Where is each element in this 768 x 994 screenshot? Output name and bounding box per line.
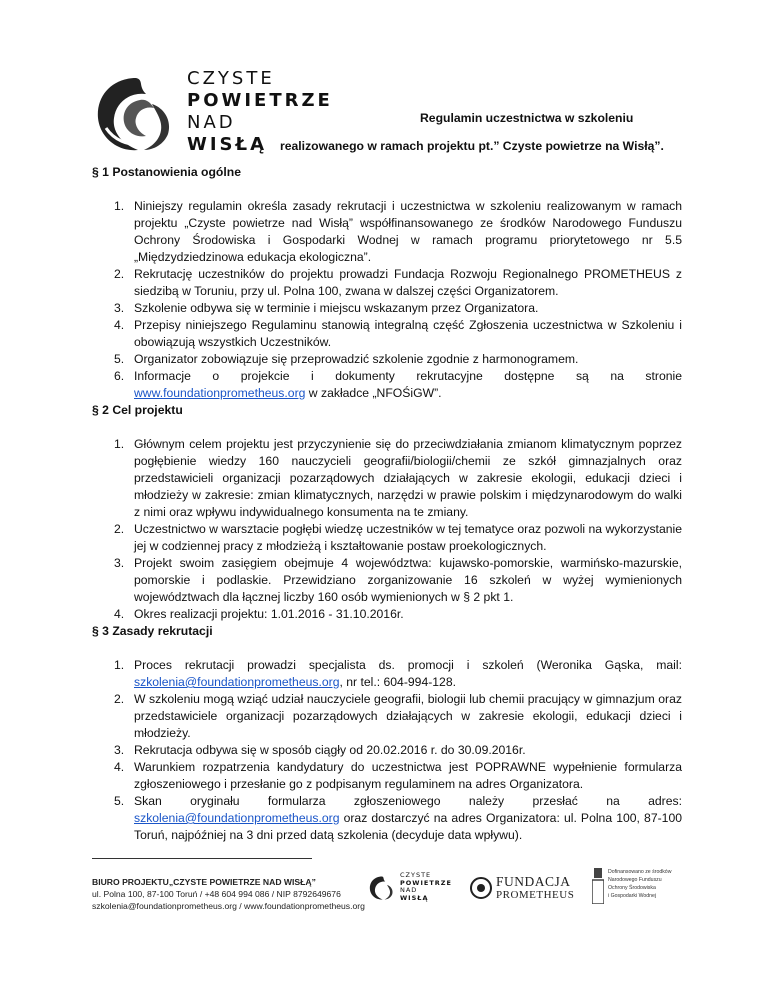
footer-logo-line: NAD (400, 886, 418, 894)
document-title-line-1: Regulamin uczestnictwa w szkoleniu (420, 111, 634, 125)
list-item: 3. Szkolenie odbywa się w terminie i miejscu wskazanym przez Organizatora. (114, 301, 539, 315)
list-item: 2. Uczestnictwo w warsztacie pogłębi wiedzę uczestników w tej tematyce oraz pozwoli na wykorzystanie jej w codziennej pracy z młodzieżą i kształtowanie postaw proekologicznych. (114, 522, 682, 553)
section-heading: § 2 Cel projektu (92, 403, 183, 417)
section-1-list (92, 198, 682, 402)
list-item: 5. Skan oryginału formularza zgłoszeniowego należy przesłać na adres: szkolenia@foundationprometheus.org oraz dostarczyć na adres Organizatora: ul. Polna 100, 87-100 Toruń, najpóźniej na 3 dni przed datą szkolenia (decyduje data wpływu). (114, 794, 682, 842)
document-title-line-2: realizowanego w ramach projektu pt.” Czyste powietrze na Wisłą”. (280, 139, 664, 153)
footer-divider (92, 858, 312, 859)
fundacja-line: FUNDACJA (496, 874, 571, 889)
section-heading: § 1 Postanowienia ogólne (92, 165, 241, 179)
prometheus-emblem-icon (470, 875, 492, 901)
nfos-line: Narodowego Funduszu (608, 877, 662, 883)
list-item: 2. Rekrutację uczestników do projektu prowadzi Fundacja Rozwoju Regionalnego PROMETHEUS z siedzibą w Toruniu, przy ul. Polna 100, zwana w dalszej części Organizatorem. (114, 267, 682, 298)
section-1 (92, 164, 682, 844)
email-link[interactable]: szkolenia@foundationprometheus.org (134, 811, 340, 825)
swirl-logo-icon (368, 874, 396, 902)
list-item: 4. Warunkiem rozpatrzenia kandydatury do uczestnictwa jest POPRAWNE wypełnienie formularza zgłoszeniowego i przesłanie go z podpisanym regulaminem na adres Organizatora. (114, 760, 682, 791)
section-3-list (92, 657, 682, 844)
list-item: 1. Niniejszy regulamin określa zasady rekrutacji i uczestnictwa w szkoleniu realizowanym w ramach projektu „Czyste powietrze nad Wisłą” współfinansowanego ze środków Narodowego Funduszu Ochrony Środowiska i Gospodarki Wodnej w ramach programu priorytetowego nr 5.5 „Międzydziedzinowa edukacja ekologiczna”. (114, 199, 682, 264)
nfosigw-emblem-icon (592, 868, 604, 904)
section-heading: § 3 Zasady rekrutacji (92, 624, 213, 638)
list-item: 2. W szkoleniu mogą wziąć udział nauczyciele geografii, biologii lub chemii pracujący w gimnazjum oraz przedstawiciele organizacji pozarządowych działających w zakresie ekologii, edukacji dzieci i młodzieży. (114, 692, 682, 740)
project-logo (92, 68, 333, 160)
footer-office-name: BIURO PROJEKTU„CZYSTE POWIETRZE NAD WISŁĄ” (92, 877, 316, 887)
list-item: 3. Rekrutacja odbywa się w sposób ciągły od 20.02.2016 r. do 30.09.2016r. (114, 743, 526, 757)
nfos-line: i Gospodarki Wodnej (608, 893, 657, 899)
list-item: 4. Okres realizacji projektu: 1.01.2016 - 31.10.2016r. (114, 607, 404, 621)
logo-line-4: WISŁĄ (187, 134, 268, 155)
list-item: 5. Organizator zobowiązuje się przeprowadzić szkolenie zgodnie z harmonogramem. (114, 352, 579, 366)
section-2-list (92, 436, 682, 623)
footer-address (92, 876, 365, 912)
footer-logo-line: CZYSTE (400, 871, 432, 879)
website-link[interactable]: www.foundationprometheus.org (134, 386, 306, 400)
logo-line-1: CZYSTE (187, 68, 275, 89)
footer-contact: ul. Polna 100, 87-100 Toruń / +48 604 994 086 / NIP 8792649676 (92, 889, 341, 899)
list-item: 1. Proces rekrutacji prowadzi specjalista ds. promocji i szkoleń (Weronika Gąska, mail: szkolenia@foundationprometheus.org, nr tel.: 604-994-128. (114, 658, 682, 689)
list-item: 6. Informacje o projekcie i dokumenty rekrutacyjne dostępne są na stronie www.foundationprometheus.org w zakładce „NFOŚiGW”. (114, 369, 682, 400)
footer-web: szkolenia@foundationprometheus.org / www.foundationprometheus.org (92, 901, 365, 911)
logo-line-3: NAD (187, 112, 236, 133)
list-item: 4. Przepisy niniejszego Regulaminu stanowią integralną część Zgłoszenia uczestnictwa w Szkoleniu i obowiązują wszystkich Uczestników. (114, 318, 682, 349)
prometheus-line: PROMETHEUS (496, 889, 575, 901)
list-item: 3. Projekt swoim zasięgiem obejmuje 4 województwa: kujawsko-pomorskie, warmińsko-mazurskie, pomorskie i podlaskie. Przewidziano zorganizowanie 16 szkoleń w wyżej wymienionych województwach dla łącznej liczby 160 osób wymienionych w § 2 pkt 1. (114, 556, 682, 604)
email-link[interactable]: szkolenia@foundationprometheus.org (134, 675, 340, 689)
footer-logo-line: POWIETRZE (400, 878, 452, 887)
footer-logo-line: WISŁĄ (400, 893, 429, 902)
nfos-line: Dofinansowano ze środków (608, 869, 672, 875)
swirl-logo-icon (92, 74, 180, 154)
nfos-line: Ochrony Środowiska (608, 885, 656, 891)
list-item: 1. Głównym celem projektu jest przyczynienie się do przeciwdziałania zmianom klimatycznym poprzez pogłębienie wiedzy 160 nauczycieli geografii/biologii/chemii ze szkół gimnazjalnych oraz przedstawicieli organizacji pozarządowych działających w zakresie ekologii, edukacji dzieci i młodzieży w zakresie: zmian klimatycznych, narzędzi w prawie polskim i międzynarodowym do walki z nimi oraz wpływu indywidualnego konsumenta na te zmiany. (114, 437, 682, 519)
logo-line-2: POWIETRZE (187, 90, 333, 111)
